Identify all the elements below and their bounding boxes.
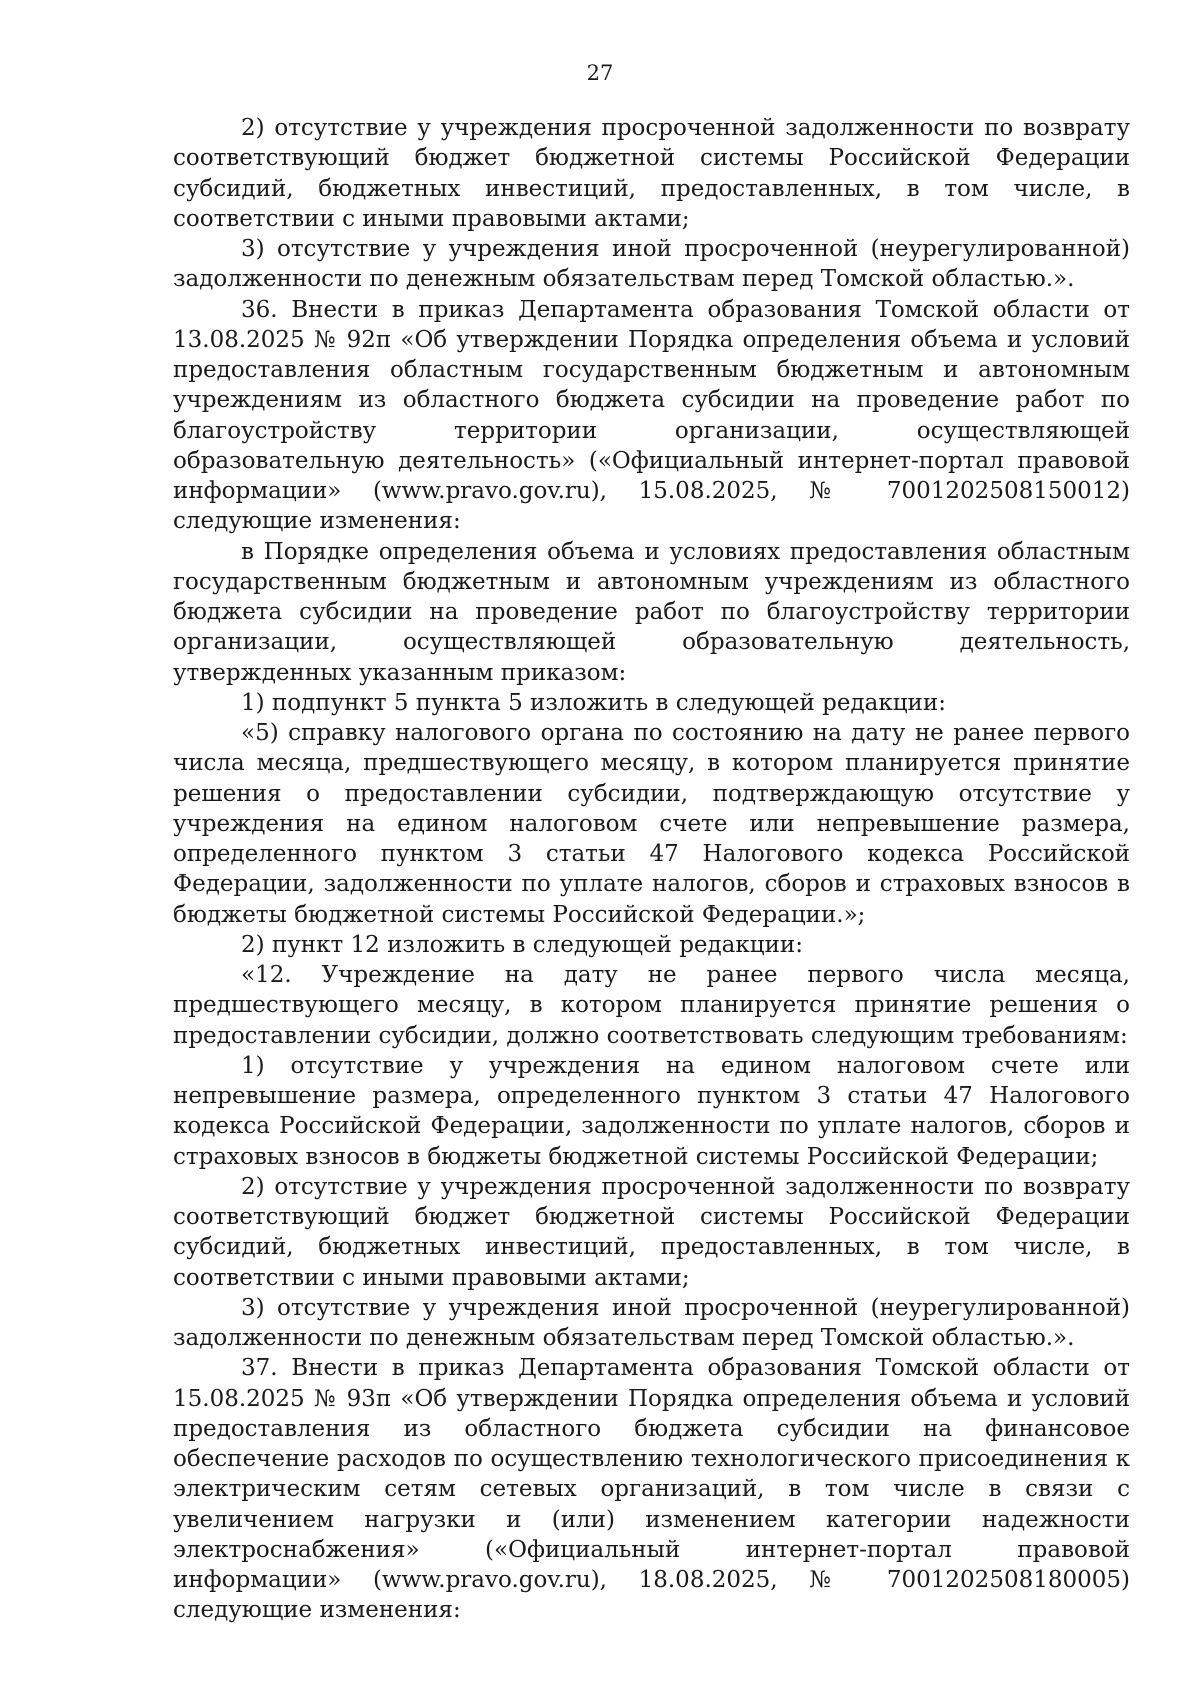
paragraph-subitem-5-text: «5) справку налогового органа по состоянию на дату не ранее первого числа месяца, предшествующего месяцу, в котором планируется принятие решения о предоставлении субсидии, подтверждающую отсутствие у учреждения на едином налоговом счете или непревышение размера, определенного пунктом 3 статьи 47 Налогового кодекса Российской Федерации, задолженности по уплате налогов, сборов и страховых взносов в бюджеты бюджетной системы Российской Федерации.»; (173, 720, 1130, 928)
paragraph-requirement-2: 2) отсутствие у учреждения просроченной задолженности по возврату соответствующий бюджет бюджетной системы Российской Федерации субсидий, бюджетных инвестиций, предоставленных, в том числе, в соответствии с иными правовыми актами; (173, 1173, 1130, 1291)
paragraph-clause-36-intro: в Порядке определения объема и условиях предоставления областным государственным бюджетным и автономным учреждениям из областного бюджета субсидии на проведение работ по благоустройству территории организации, осуществляющей образовательную деятельность, утвержденных указанным приказом: (173, 538, 1130, 686)
paragraph-clause-37: 37. Внести в приказ Департамента образования Томской области от 15.08.2025 № 93п «Об утверждении Порядка определения объема и условий предоставления из областного бюджета субсидии на финансовое обеспечение расходов по осуществлению технологического присоединения к электрическим сетям сетевых организаций, в том числе в связи с увеличением нагрузки и (или) изменением категории надежности электроснабжения» («Официальный интернет-портал правовой информации» (www.pravo.gov.ru), 18.08.2025, № 7001202508180005) следующие изменения: (173, 1355, 1130, 1624)
paragraph-requirement-1: 1) отсутствие у учреждения на едином налоговом счете или непревышение размера, определенного пунктом 3 статьи 47 Налогового кодекса Российской Федерации, задолженности по уплате налогов, сборов и страховых взносов в бюджеты бюджетной системы Российской Федерации; (173, 1052, 1130, 1170)
paragraph-item-12-text: «12. Учреждение на дату не ранее первого числа месяца, предшествующего месяцу, в котором планируется принятие решения о предоставлении субсидии, должно соответствовать следующим требованиям: (173, 962, 1130, 1049)
document-body (173, 113, 1130, 1626)
paragraph-item-3-no-other-overdue-debt: 3) отсутствие у учреждения иной просроченной (неурегулированной) задолженности по денежным обязательствам перед Томской областью.». (173, 236, 1130, 293)
page-number: 27 (586, 61, 614, 85)
paragraph-item-2-no-overdue-subsidy-debt: 2) отсутствие у учреждения просроченной задолженности по возврату соответствующий бюджет бюджетной системы Российской Федерации субсидий, бюджетных инвестиций, предоставленных, в том числе, в соответствии с иными правовыми актами; (173, 115, 1130, 232)
paragraph-clause-36-item-2: 2) пункт 12 изложить в следующей редакции: (241, 931, 803, 958)
paragraph-clause-36: 36. Внести в приказ Департамента образования Томской области от 13.08.2025 № 92п «Об утверждении Порядка определения объема и условий предоставления областным государственным бюджетным и автономным учреждениям из областного бюджета субсидии на проведение работ по благоустройству территории организации, осуществляющей образовательную деятельность» («Официальный интернет-портал правовой информации» (www.pravo.gov.ru), 15.08.2025, № 7001202508150012) следующие изменения: (173, 296, 1130, 535)
paragraph-clause-36-item-1: 1) подпункт 5 пункта 5 изложить в следующей редакции: (241, 689, 946, 716)
paragraph-requirement-3: 3) отсутствие у учреждения иной просроченной (неурегулированной) задолженности по денежным обязательствам перед Томской областью.». (173, 1294, 1130, 1351)
